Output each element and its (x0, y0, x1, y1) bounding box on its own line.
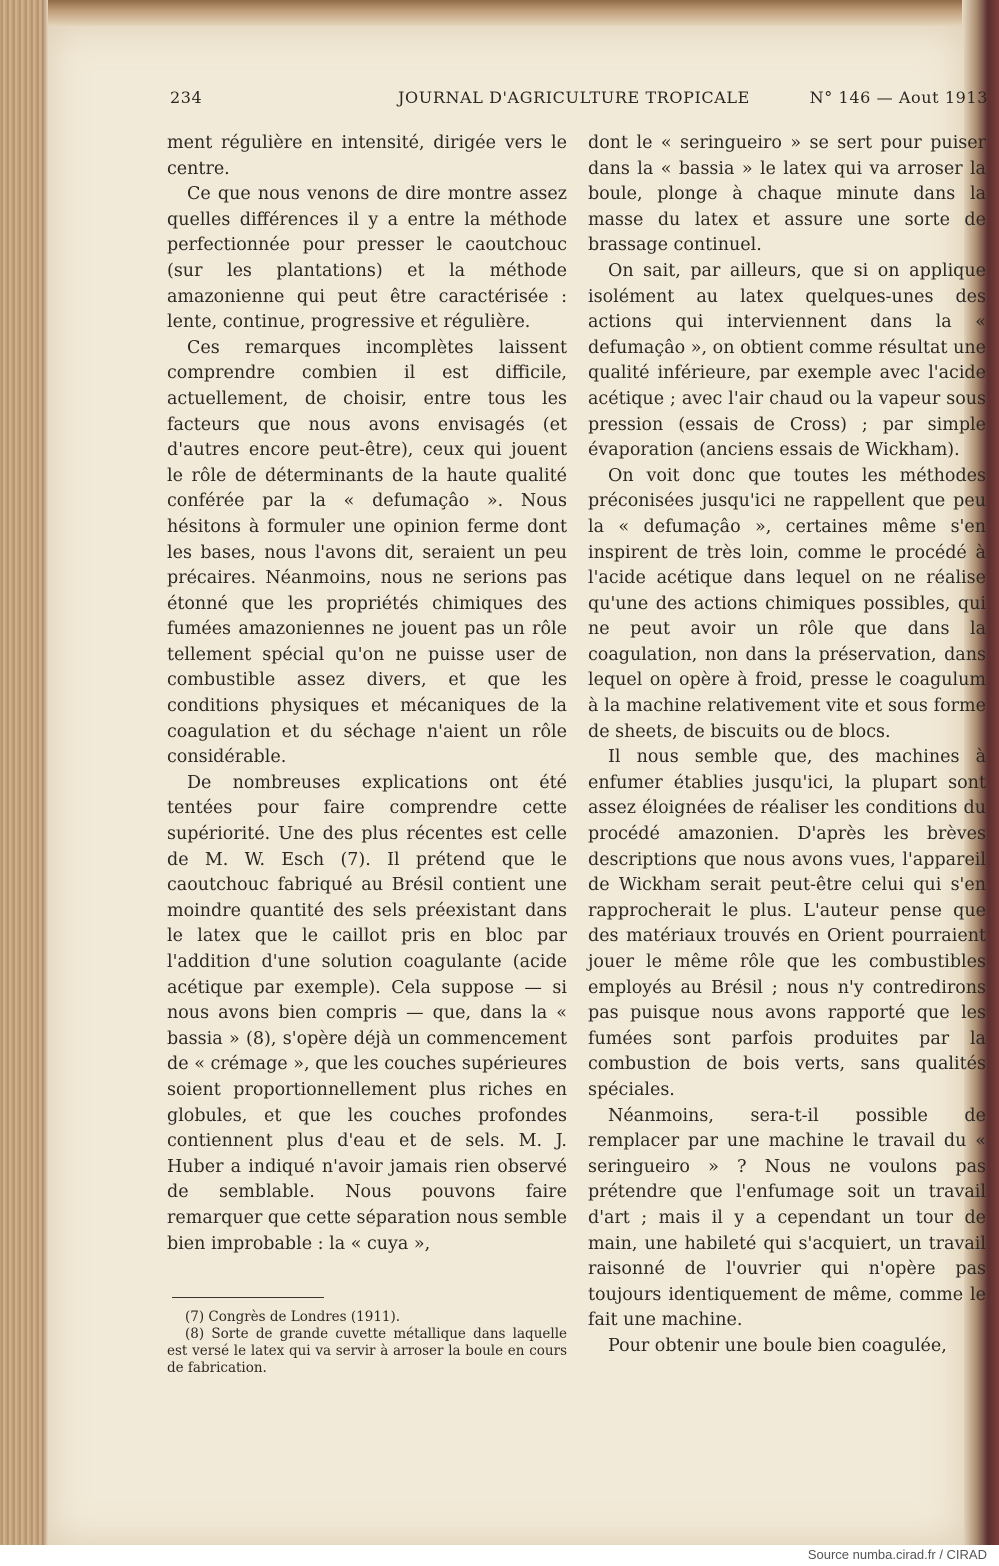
issue-info: N° 146 — Aout 1913 (809, 88, 988, 107)
footnote-divider (172, 1297, 324, 1298)
paragraph: De nombreuses explications ont été tentées pour faire comprendre cette supériorité. Une des plus récentes est celle de M. W. Esch (7). Il prétend que le caoutchouc fabriqué au Brésil contient une moindre quantité des sels préexistant dans le latex que le caillot pris en bloc par l'addition d'une solution coagulante (acide acétique par exemple). Cela suppose — si nous avons bien compris — que, dans la « bassia » (8), s'opère déjà un commencement de « crémage », que les couches supérieures soient proportionnellement plus riches en globules, et que les couches profondes contiennent plus d'eau et de sels. M. J. Huber a indiqué n'avoir jamais rien observé de semblable. Nous pouvons faire remarquer que cette séparation nous semble bien improbable : la « cuya », (167, 772, 567, 1254)
right-column (588, 131, 986, 1360)
page-number: 234 (170, 88, 203, 107)
paragraph: Pour obtenir une boule bien coagulée, (608, 1335, 947, 1356)
paragraph: Il nous semble que, des machines à enfumer établies jusqu'ici, la plupart sont assez éloignées de réaliser les conditions du procédé amazonien. D'après les brèves descriptions que nous avons vues, l'appareil de Wickham serait peut-être celui qui s'en rapprocherait le plus. L'auteur pense que des matériaux trouvés en Orient pourraient jouer le même rôle que les combustibles employés au Brésil ; nous n'y contredirons pas puisque nous avons rapporté que les fumées sont parfois produites par la combustion de bois verts, sans qualités spéciales. (588, 747, 986, 1100)
book-top-edge (0, 0, 999, 28)
left-column (167, 131, 567, 1257)
book-page-edges (0, 0, 42, 1545)
journal-title: JOURNAL D'AGRICULTURE TROPICALE (398, 88, 750, 107)
paragraph: On voit donc que toutes les méthodes préconisées jusqu'ici ne rappellent que peu la « defumaçâo », certaines même s'en inspirent de très loin, comme le procédé à l'acide acétique dans lequel on ne réalise qu'une des actions chimiques possibles, qui ne peut avoir un rôle que dans la coagulation, non dans la préservation, dans lequel on opère à froid, presse le coagulum à la machine relativement vite et sous forme de sheets, de biscuits ou de blocs. (588, 465, 986, 742)
paragraph: ment régulière en intensité, dirigée vers le centre. (167, 133, 567, 179)
footnote: (7) Congrès de Londres (1911). (185, 1309, 401, 1325)
paragraph: dont le « seringueiro » se sert pour puiser dans la « bassia » le latex qui va arroser la boule, plonge à chaque minute dans la masse du latex et assure une sorte de brassage continuel. (588, 133, 986, 256)
paragraph: On sait, par ailleurs, que si on applique isolément au latex quelques-unes des actions qui interviennent dans la « defumaçâo », on obtient comme résultat une qualité inférieure, par exemple avec l'acide acétique ; avec l'air chaud ou la vapeur sous pression (essais de Cross) ; par simple évaporation (anciens essais de Wickham). (588, 260, 986, 461)
paragraph: Ce que nous venons de dire montre assez quelles différences il y a entre la méthode perfectionnée pour presser le caoutchouc (sur les plantations) et la méthode amazonienne qui peut être caractérisée : lente, continue, progressive et régulière. (167, 184, 567, 333)
running-head (170, 88, 988, 114)
paragraph: Ces remarques incomplètes laissent comprendre combien il est difficile, actuellement, de choisir, entre tous les facteurs que nous avons envisagés (et d'autres encore peut-être), ceux qui jouent le rôle de déterminants de la haute qualité conférée par la « defumaçâo ». Nous hésitons à formuler une opinion ferme dont les bases, nous l'avons dit, seraient un peu précaires. Néanmoins, nous ne serions pas étonné que les propriétés chimiques des fumées amazoniennes ne jouent pas un rôle tellement spécial qu'on ne puisse user de combustible assez divers, et que les conditions physiques et mécaniques de la coagulation et du séchage n'aient un rôle considérable. (167, 337, 567, 768)
footnotes (167, 1309, 567, 1377)
paragraph: Néanmoins, sera-t-il possible de remplacer par une machine le travail du « seringueiro » ? Nous ne voulons pas prétendre que l'enfumage soit un travail d'art ; mais il y a cependant un tour de main, une habileté qui s'acquiert, un travail raisonné de l'ouvrier qui n'opère pas toujours identiquement de même, comme le fait une machine. (588, 1105, 986, 1331)
source-credit: Source numba.cirad.fr / CIRAD (807, 1547, 987, 1562)
footnote: (8) Sorte de grande cuvette métallique dans laquelle est versé le latex qui va servir à arroser la boule en cours de fabrication. (167, 1326, 567, 1376)
